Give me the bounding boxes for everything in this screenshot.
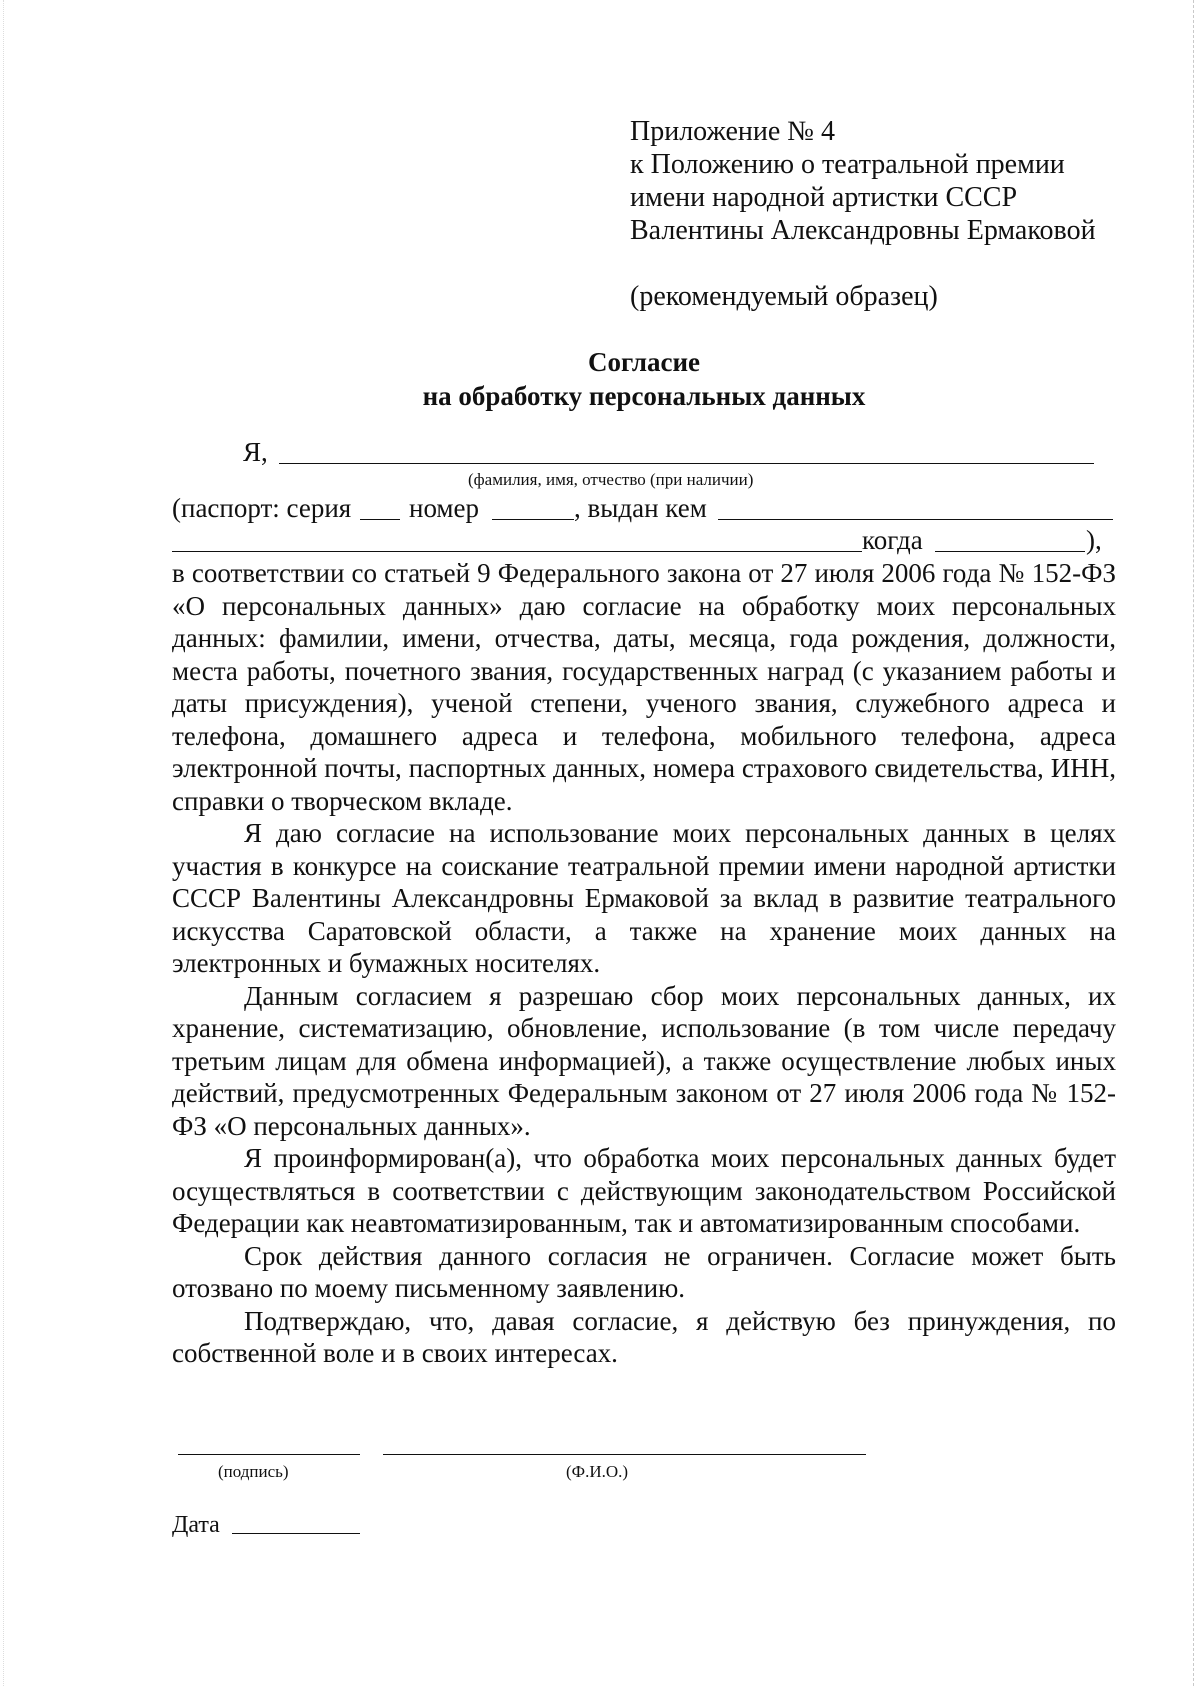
paragraph-purpose: Я даю согласие на использование моих персональных данных в целях участия в конкурсе на соискание театральной премии имени народной артистки СССР Валентины Александровны Ермаковой за вклад в развитие театрального искусства Саратовской области, а также на хранение моих данных на электронных и бумажных носителях. bbox=[172, 818, 1116, 978]
number-label: номер bbox=[409, 493, 480, 523]
close-paren: ), bbox=[1086, 525, 1102, 555]
paragraph-consent-scope: в соответствии со статьей 9 Федерального закона от 27 июля 2006 года № 152-ФЗ «О персональных данных» даю согласие на обработку моих персональных данных: фамилии, имени, отчества, даты, месяца, года рождения, должности, места работы, почетного звания, государственных наград (с указанием работы и даты присуждения), ученой степени, ученого звания, служебного адреса и телефона, домашнего адреса и телефона, мобильного телефона, адреса электронной почты, паспортных данных, номера страхового свидетельства, ИНН, справки о творческом вкладе. bbox=[172, 558, 1116, 816]
appendix-ref-line-3: Валентины Александровны Ермаковой bbox=[630, 215, 1096, 246]
signer-name-hint: (Ф.И.О.) bbox=[566, 1462, 629, 1481]
appendix-header bbox=[630, 115, 1150, 247]
signer-name-field[interactable] bbox=[383, 1454, 866, 1455]
i-label: Я, bbox=[243, 437, 268, 467]
paragraph-processing-methods: Я проинформирован(а), что обработка моих персональных данных будет осуществляться в соответствии с действующим законодательством Российской Федерации как неавтоматизированным, так и автоматизированным способами. bbox=[172, 1143, 1116, 1238]
signature-hint: (подпись) bbox=[218, 1462, 289, 1481]
passport-number-field[interactable] bbox=[492, 519, 574, 520]
sample-note: (рекомендуемый образец) bbox=[630, 281, 938, 312]
issue-date-field[interactable] bbox=[935, 551, 1085, 552]
paragraph-validity: Срок действия данного согласия не ограничен. Согласие может быть отозвано по моему письменному заявлению. bbox=[172, 1240, 1116, 1303]
appendix-number: Приложение № 4 bbox=[630, 116, 835, 147]
issued-by-field[interactable] bbox=[718, 519, 1113, 520]
scan-edge-left bbox=[3, 0, 5, 1686]
paragraph-permissions: Данным согласием я разрешаю сбор моих персональных данных, их хранение, систематизацию, обновление, использование (в том числе передачу третьим лицам для обмена информацией), а также осуществление любых иных действий, предусмотренных Федеральным законом от 27 июля 2006 года № 152-ФЗ «О персональных данных». bbox=[172, 980, 1116, 1141]
consent-body bbox=[172, 557, 1116, 1370]
issued-by-label: , выдан кем bbox=[574, 493, 707, 523]
issued-by-field-continued[interactable] bbox=[172, 551, 862, 552]
paragraph-confirmation: Подтверждаю, что, давая согласие, я действую без принуждения, по собственной воле и в своих интересах. bbox=[172, 1305, 1116, 1368]
date-field[interactable] bbox=[232, 1533, 360, 1534]
when-label: когда bbox=[862, 525, 923, 555]
date-label: Дата bbox=[172, 1512, 220, 1538]
passport-series-field[interactable] bbox=[360, 519, 400, 520]
passport-label: (паспорт: серия bbox=[172, 493, 352, 523]
fio-field[interactable] bbox=[279, 463, 1094, 464]
fio-hint: (фамилия, имя, отчество (при наличии) bbox=[468, 470, 754, 489]
document-subtitle: на обработку персональных данных bbox=[422, 381, 866, 411]
signature-field[interactable] bbox=[178, 1454, 360, 1455]
appendix-ref-line-1: к Положению о театральной премии bbox=[630, 149, 1065, 180]
document-title: Согласие bbox=[587, 347, 701, 377]
scan-edge-right bbox=[1192, 0, 1194, 1686]
appendix-ref-line-2: имени народной артистки СССР bbox=[630, 182, 1018, 213]
